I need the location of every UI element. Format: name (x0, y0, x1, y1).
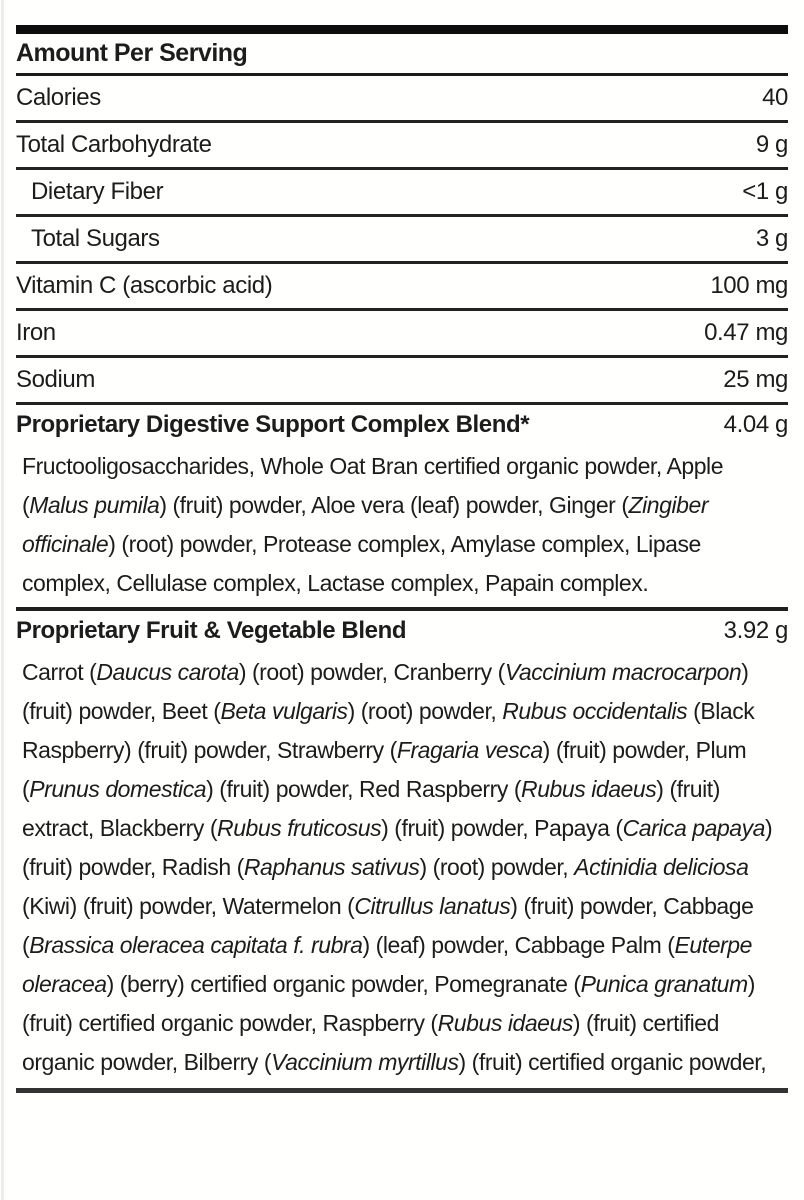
digestive-blend-ingredients: Fructooligosaccharides, Whole Oat Bran certified organic powder, Apple (Malus pumila) (fruit) powder, Aloe vera (leaf) powder, Ginger (Zingiber officinale) (root) powder, Protease complex, Amylase complex, Lipase complex, Cellulase complex, Lactase complex, Papain complex. (22, 453, 724, 596)
nutrient-row-sodium (16, 358, 788, 405)
blend-amount: 4.04 g (723, 411, 788, 438)
nutrient-value: 3 g (755, 225, 788, 252)
thick-top-bar (16, 25, 788, 34)
amount-per-serving-heading: Amount Per Serving (16, 39, 248, 67)
nutrient-row-dietary-fiber (16, 170, 788, 217)
nutrient-value: 0.47 mg (704, 319, 788, 346)
scan-edge-artifact (1, 0, 4, 1200)
nutrient-value: 100 mg (710, 272, 788, 299)
blend-row-fruit-vegetable (16, 611, 788, 651)
nutrient-row-iron (16, 311, 788, 358)
blend-row-digestive-support (16, 405, 788, 445)
nutrient-row-total-carbohydrate (16, 123, 788, 170)
nutrient-name: Vitamin C (ascorbic acid) (16, 272, 273, 299)
blend-name: Proprietary Digestive Support Complex Blend* (16, 411, 530, 438)
nutrient-name: Calories (16, 84, 101, 111)
nutrient-name: Total Carbohydrate (16, 131, 212, 158)
fruit-vegetable-blend-ingredients: Carrot (Daucus carota) (root) powder, Cranberry (Vaccinium macrocarpon) (fruit) powder, Beet (Beta vulgaris) (root) powder, Rubus occidentalis (Black Raspberry) (fruit) powder, Strawberry (Fragaria vesca) (fruit) powder, Plum (Prunus domestica) (fruit) powder, Red Raspberry (Rubus idaeus) (fruit) extract, Blackberry (Rubus fruticosus) (fruit) powder, Papaya (Carica papaya) (fruit) powder, Radish (Raphanus sativus) (root) powder, Actinidia deliciosa (Kiwi) (fruit) powder, Watermelon (Citrullus lanatus) (fruit) powder, Cabbage (Brassica oleracea capitata f. rubra) (leaf) powder, Cabbage Palm (Euterpe oleracea) (berry) certified organic powder, Pomegranate (Punica granatum) (fruit) certified organic powder, Raspberry (Rubus idaeus) (fruit) certified organic powder, Bilberry (Vaccinium myrtillus) (fruit) certified organic powder, (22, 659, 773, 1075)
nutrient-row-vitamin-c (16, 264, 788, 311)
amount-per-serving-header (16, 34, 788, 76)
blend-amount: 3.92 g (723, 617, 788, 644)
nutrient-name: Dietary Fiber (31, 178, 164, 205)
nutrient-row-calories (16, 76, 788, 123)
divider (16, 1088, 788, 1093)
nutrient-value: 9 g (755, 131, 788, 158)
nutrient-name: Total Sugars (31, 225, 160, 252)
nutrient-value: <1 g (742, 178, 788, 205)
blend-name: Proprietary Fruit & Vegetable Blend (16, 617, 407, 644)
nutrient-name: Iron (16, 319, 56, 346)
nutrient-name: Sodium (16, 366, 95, 393)
nutrient-row-total-sugars (16, 217, 788, 264)
nutrient-value: 40 (762, 84, 788, 111)
nutrient-value: 25 mg (723, 366, 788, 393)
